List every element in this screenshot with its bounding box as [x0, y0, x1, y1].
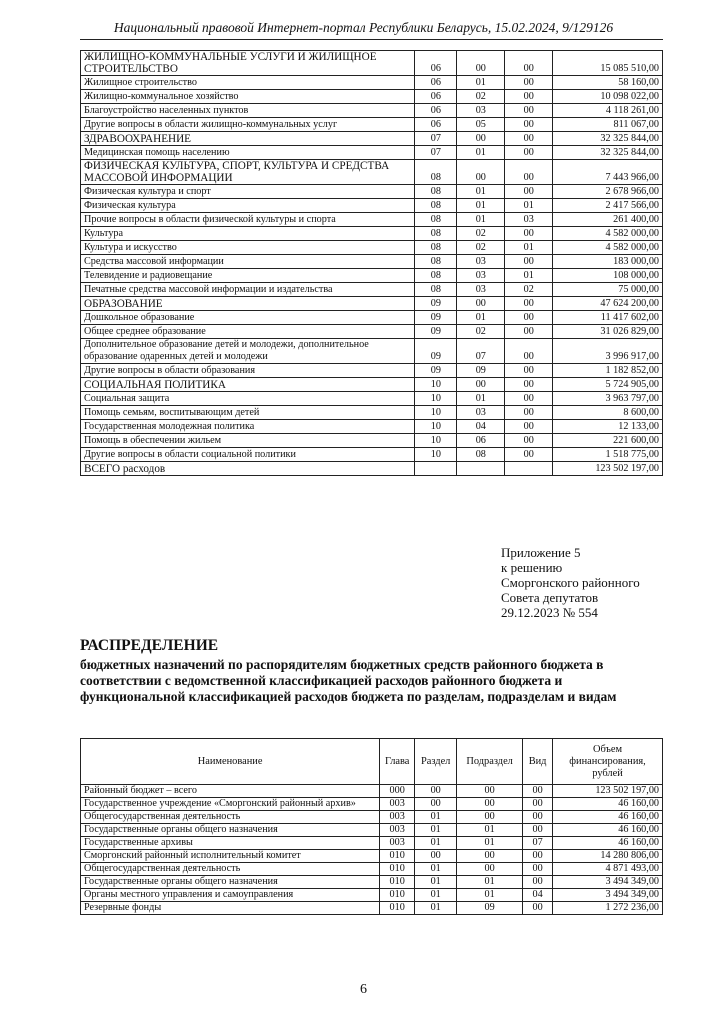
row-name: ФИЗИЧЕСКАЯ КУЛЬТУРА, СПОРТ, КУЛЬТУРА И СРЕДСТВА МАССОВОЙ ИНФОРМАЦИИ	[81, 160, 415, 185]
header-glava: Глава	[380, 739, 415, 785]
row-razdel: 00	[415, 798, 457, 811]
row-podrazdel: 01	[457, 889, 523, 902]
row-name: Органы местного управления и самоуправления	[81, 889, 380, 902]
table-row	[81, 76, 663, 90]
row-amount: 46 160,00	[553, 811, 663, 824]
appendix-note	[501, 545, 640, 620]
row-name: Прочие вопросы в области физической культуры и спорта	[81, 213, 415, 227]
table-row	[81, 146, 663, 160]
row-name: ВСЕГО расходов	[81, 462, 415, 476]
row-name: Дополнительное образование детей и молодежи, дополнительное образование одаренных детей и молодежи	[81, 339, 415, 364]
row-section-code: 09	[415, 364, 457, 378]
row-section-code: 10	[415, 378, 457, 392]
row-type-code: 03	[505, 213, 553, 227]
table-row	[81, 311, 663, 325]
row-name: СОЦИАЛЬНАЯ ПОЛИТИКА	[81, 378, 415, 392]
row-amount: 14 280 806,00	[553, 850, 663, 863]
row-razdel: 01	[415, 824, 457, 837]
row-name: Общегосударственная деятельность	[81, 811, 380, 824]
row-type-code: 00	[505, 448, 553, 462]
row-subsection-code: 04	[457, 420, 505, 434]
row-name: Медицинская помощь населению	[81, 146, 415, 160]
table-row	[81, 462, 663, 476]
table-row	[81, 811, 663, 824]
row-type-code	[505, 462, 553, 476]
row-amount: 46 160,00	[553, 798, 663, 811]
header-amount: Объем финансирования, рублей	[553, 739, 663, 785]
row-subsection-code: 01	[457, 199, 505, 213]
row-section-code: 06	[415, 76, 457, 90]
table-row	[81, 406, 663, 420]
row-podrazdel: 01	[457, 824, 523, 837]
row-subsection-code: 03	[457, 255, 505, 269]
row-type-code: 00	[505, 406, 553, 420]
row-amount: 1 518 775,00	[553, 448, 663, 462]
row-glava: 010	[380, 889, 415, 902]
row-amount: 811 067,00	[553, 118, 663, 132]
row-amount: 8 600,00	[553, 406, 663, 420]
row-type-code: 00	[505, 434, 553, 448]
row-amount: 123 502 197,00	[553, 785, 663, 798]
table-row	[81, 889, 663, 902]
row-glava: 003	[380, 811, 415, 824]
row-type-code: 00	[505, 132, 553, 146]
distribution-title: РАСПРЕДЕЛЕНИЕ	[80, 637, 219, 654]
row-type-code: 00	[505, 297, 553, 311]
row-vid: 00	[523, 850, 553, 863]
row-amount: 32 325 844,00	[553, 132, 663, 146]
row-podrazdel: 00	[457, 863, 523, 876]
row-subsection-code: 03	[457, 104, 505, 118]
row-razdel: 01	[415, 876, 457, 889]
row-amount: 2 678 966,00	[553, 185, 663, 199]
row-amount: 75 000,00	[553, 283, 663, 297]
row-amount: 3 996 917,00	[553, 339, 663, 364]
appendix-line: к решению	[501, 560, 563, 575]
row-subsection-code: 01	[457, 185, 505, 199]
row-glava: 003	[380, 824, 415, 837]
row-amount: 3 963 797,00	[553, 392, 663, 406]
row-section-code: 09	[415, 297, 457, 311]
row-name: Государственная молодежная политика	[81, 420, 415, 434]
row-subsection-code: 01	[457, 76, 505, 90]
row-glava: 010	[380, 876, 415, 889]
appendix-line: 29.12.2023 № 554	[501, 605, 598, 620]
row-section-code	[415, 462, 457, 476]
row-subsection-code: 00	[457, 51, 505, 76]
row-type-code: 00	[505, 146, 553, 160]
table-row	[81, 339, 663, 364]
table-row	[81, 798, 663, 811]
table-row	[81, 364, 663, 378]
table-row	[81, 325, 663, 339]
row-amount: 46 160,00	[553, 824, 663, 837]
row-name: Физическая культура	[81, 199, 415, 213]
header-rule	[80, 39, 663, 40]
row-glava: 003	[380, 837, 415, 850]
row-razdel: 00	[415, 785, 457, 798]
row-name: Другие вопросы в области социальной политики	[81, 448, 415, 462]
row-name: ЗДРАВООХРАНЕНИЕ	[81, 132, 415, 146]
table-row	[81, 434, 663, 448]
row-type-code: 00	[505, 104, 553, 118]
table-row	[81, 824, 663, 837]
table-row	[81, 104, 663, 118]
row-name: Другие вопросы в области жилищно-коммунальных услуг	[81, 118, 415, 132]
header-razdel: Раздел	[415, 739, 457, 785]
row-amount: 5 724 905,00	[553, 378, 663, 392]
row-razdel: 01	[415, 863, 457, 876]
row-name: Жилищное строительство	[81, 76, 415, 90]
row-vid: 00	[523, 824, 553, 837]
row-name: Телевидение и радиовещание	[81, 269, 415, 283]
row-amount: 7 443 966,00	[553, 160, 663, 185]
row-section-code: 08	[415, 241, 457, 255]
row-section-code: 06	[415, 118, 457, 132]
row-amount: 12 133,00	[553, 420, 663, 434]
row-section-code: 10	[415, 448, 457, 462]
row-glava: 010	[380, 850, 415, 863]
row-type-code: 00	[505, 339, 553, 364]
distribution-table	[80, 738, 663, 915]
row-subsection-code	[457, 462, 505, 476]
row-name: Общее среднее образование	[81, 325, 415, 339]
row-section-code: 10	[415, 406, 457, 420]
row-vid: 00	[523, 785, 553, 798]
appendix-line: Сморгонского районного	[501, 575, 640, 590]
row-amount: 58 160,00	[553, 76, 663, 90]
row-subsection-code: 03	[457, 269, 505, 283]
row-amount: 108 000,00	[553, 269, 663, 283]
row-subsection-code: 06	[457, 434, 505, 448]
row-name: Помощь в обеспечении жильем	[81, 434, 415, 448]
row-amount: 1 182 852,00	[553, 364, 663, 378]
row-name: Культура	[81, 227, 415, 241]
row-amount: 1 272 236,00	[553, 902, 663, 915]
row-glava: 003	[380, 798, 415, 811]
row-section-code: 08	[415, 269, 457, 283]
row-podrazdel: 00	[457, 798, 523, 811]
row-name: ОБРАЗОВАНИЕ	[81, 297, 415, 311]
row-type-code: 00	[505, 51, 553, 76]
row-type-code: 00	[505, 76, 553, 90]
row-podrazdel: 00	[457, 850, 523, 863]
row-name: Государственные органы общего назначения	[81, 824, 380, 837]
row-type-code: 00	[505, 420, 553, 434]
row-type-code: 00	[505, 311, 553, 325]
row-vid: 04	[523, 889, 553, 902]
row-section-code: 06	[415, 90, 457, 104]
table-row	[81, 132, 663, 146]
row-section-code: 06	[415, 104, 457, 118]
row-subsection-code: 07	[457, 339, 505, 364]
table-row	[81, 785, 663, 798]
row-subsection-code: 00	[457, 378, 505, 392]
row-name: Физическая культура и спорт	[81, 185, 415, 199]
row-razdel: 00	[415, 850, 457, 863]
table-row	[81, 876, 663, 889]
row-type-code: 00	[505, 378, 553, 392]
row-podrazdel: 00	[457, 811, 523, 824]
row-name: Государственные архивы	[81, 837, 380, 850]
row-name: Районный бюджет – всего	[81, 785, 380, 798]
row-type-code: 00	[505, 325, 553, 339]
table-row	[81, 378, 663, 392]
row-name: Печатные средства массовой информации и издательства	[81, 283, 415, 297]
row-podrazdel: 01	[457, 876, 523, 889]
row-type-code: 00	[505, 185, 553, 199]
table-row	[81, 850, 663, 863]
row-section-code: 08	[415, 227, 457, 241]
row-amount: 261 400,00	[553, 213, 663, 227]
row-name: Сморгонский районный исполнительный комитет	[81, 850, 380, 863]
row-section-code: 08	[415, 213, 457, 227]
row-glava: 000	[380, 785, 415, 798]
row-subsection-code: 01	[457, 392, 505, 406]
table-row	[81, 118, 663, 132]
row-amount: 2 417 566,00	[553, 199, 663, 213]
row-vid: 00	[523, 863, 553, 876]
row-subsection-code: 00	[457, 160, 505, 185]
row-type-code: 00	[505, 255, 553, 269]
row-vid: 00	[523, 902, 553, 915]
row-type-code: 00	[505, 118, 553, 132]
row-name: Дошкольное образование	[81, 311, 415, 325]
row-amount: 46 160,00	[553, 837, 663, 850]
row-subsection-code: 01	[457, 311, 505, 325]
row-amount: 11 417 602,00	[553, 311, 663, 325]
row-type-code: 01	[505, 199, 553, 213]
table-row	[81, 199, 663, 213]
row-podrazdel: 00	[457, 785, 523, 798]
row-type-code: 00	[505, 364, 553, 378]
row-section-code: 08	[415, 199, 457, 213]
row-name: Государственные органы общего назначения	[81, 876, 380, 889]
page-header: Национальный правовой Интернет-портал Республики Беларусь, 15.02.2024, 9/129126	[113, 20, 614, 35]
distribution-subtitle: бюджетных назначений по распорядителям бюджетных средств районного бюджета в соответствии с ведомственной классификацией расходов районного бюджета и функциональной классификацией расходов бюджета по разделам, подразделам и видам	[80, 657, 617, 704]
row-subsection-code: 02	[457, 325, 505, 339]
row-amount: 3 494 349,00	[553, 889, 663, 902]
row-amount: 4 118 261,00	[553, 104, 663, 118]
row-section-code: 10	[415, 420, 457, 434]
table-row	[81, 297, 663, 311]
row-vid: 07	[523, 837, 553, 850]
row-name: Культура и искусство	[81, 241, 415, 255]
table-row	[81, 241, 663, 255]
row-name: Резервные фонды	[81, 902, 380, 915]
row-type-code: 02	[505, 283, 553, 297]
row-section-code: 10	[415, 392, 457, 406]
row-name: Благоустройство населенных пунктов	[81, 104, 415, 118]
row-name: ЖИЛИЩНО-КОММУНАЛЬНЫЕ УСЛУГИ И ЖИЛИЩНОЕ СТРОИТЕЛЬСТВО	[81, 51, 415, 76]
row-subsection-code: 02	[457, 227, 505, 241]
table-row	[81, 420, 663, 434]
row-type-code: 00	[505, 227, 553, 241]
row-section-code: 06	[415, 51, 457, 76]
row-subsection-code: 09	[457, 364, 505, 378]
row-subsection-code: 02	[457, 241, 505, 255]
row-vid: 00	[523, 798, 553, 811]
row-subsection-code: 00	[457, 132, 505, 146]
row-glava: 010	[380, 863, 415, 876]
row-amount: 4 582 000,00	[553, 227, 663, 241]
row-section-code: 08	[415, 185, 457, 199]
row-razdel: 01	[415, 902, 457, 915]
row-subsection-code: 05	[457, 118, 505, 132]
table-row	[81, 185, 663, 199]
table-row	[81, 392, 663, 406]
row-name: Средства массовой информации	[81, 255, 415, 269]
row-amount: 31 026 829,00	[553, 325, 663, 339]
row-type-code: 00	[505, 392, 553, 406]
row-amount: 32 325 844,00	[553, 146, 663, 160]
row-amount: 123 502 197,00	[553, 462, 663, 476]
row-amount: 183 000,00	[553, 255, 663, 269]
appendix-line: Приложение 5	[501, 545, 581, 560]
row-subsection-code: 08	[457, 448, 505, 462]
table-row	[81, 255, 663, 269]
row-amount: 10 098 022,00	[553, 90, 663, 104]
row-glava: 010	[380, 902, 415, 915]
table-row	[81, 837, 663, 850]
row-razdel: 01	[415, 837, 457, 850]
expenses-by-section-table	[80, 50, 663, 476]
row-type-code: 01	[505, 241, 553, 255]
table-row	[81, 90, 663, 104]
row-name: Общегосударственная деятельность	[81, 863, 380, 876]
table-row	[81, 51, 663, 76]
row-name: Помощь семьям, воспитывающим детей	[81, 406, 415, 420]
row-section-code: 08	[415, 255, 457, 269]
row-section-code: 08	[415, 283, 457, 297]
row-name: Социальная защита	[81, 392, 415, 406]
row-podrazdel: 01	[457, 837, 523, 850]
row-razdel: 01	[415, 889, 457, 902]
row-section-code: 09	[415, 325, 457, 339]
row-amount: 15 085 510,00	[553, 51, 663, 76]
row-section-code: 07	[415, 132, 457, 146]
row-subsection-code: 00	[457, 297, 505, 311]
row-name: Государственное учреждение «Сморгонский районный архив»	[81, 798, 380, 811]
row-type-code: 01	[505, 269, 553, 283]
row-type-code: 00	[505, 160, 553, 185]
header-name: Наименование	[81, 739, 380, 785]
row-name: Другие вопросы в области образования	[81, 364, 415, 378]
row-subsection-code: 01	[457, 146, 505, 160]
table-row	[81, 902, 663, 915]
table-row	[81, 269, 663, 283]
table-row	[81, 448, 663, 462]
header-vid: Вид	[523, 739, 553, 785]
appendix-line: Совета депутатов	[501, 590, 599, 605]
row-section-code: 10	[415, 434, 457, 448]
table-row	[81, 213, 663, 227]
table-row	[81, 283, 663, 297]
table-row	[81, 227, 663, 241]
row-type-code: 00	[505, 90, 553, 104]
row-section-code: 09	[415, 311, 457, 325]
row-amount: 4 582 000,00	[553, 241, 663, 255]
row-section-code: 08	[415, 160, 457, 185]
page-number: 6	[360, 982, 367, 997]
header-podrazdel: Подраздел	[457, 739, 523, 785]
table-row	[81, 160, 663, 185]
row-subsection-code: 01	[457, 213, 505, 227]
row-amount: 47 624 200,00	[553, 297, 663, 311]
row-name: Жилищно-коммунальное хозяйство	[81, 90, 415, 104]
row-vid: 00	[523, 811, 553, 824]
row-subsection-code: 03	[457, 406, 505, 420]
row-vid: 00	[523, 876, 553, 889]
row-podrazdel: 09	[457, 902, 523, 915]
row-amount: 221 600,00	[553, 434, 663, 448]
table-row	[81, 863, 663, 876]
row-section-code: 07	[415, 146, 457, 160]
row-razdel: 01	[415, 811, 457, 824]
row-subsection-code: 02	[457, 90, 505, 104]
row-amount: 3 494 349,00	[553, 876, 663, 889]
row-amount: 4 871 493,00	[553, 863, 663, 876]
row-section-code: 09	[415, 339, 457, 364]
row-subsection-code: 03	[457, 283, 505, 297]
